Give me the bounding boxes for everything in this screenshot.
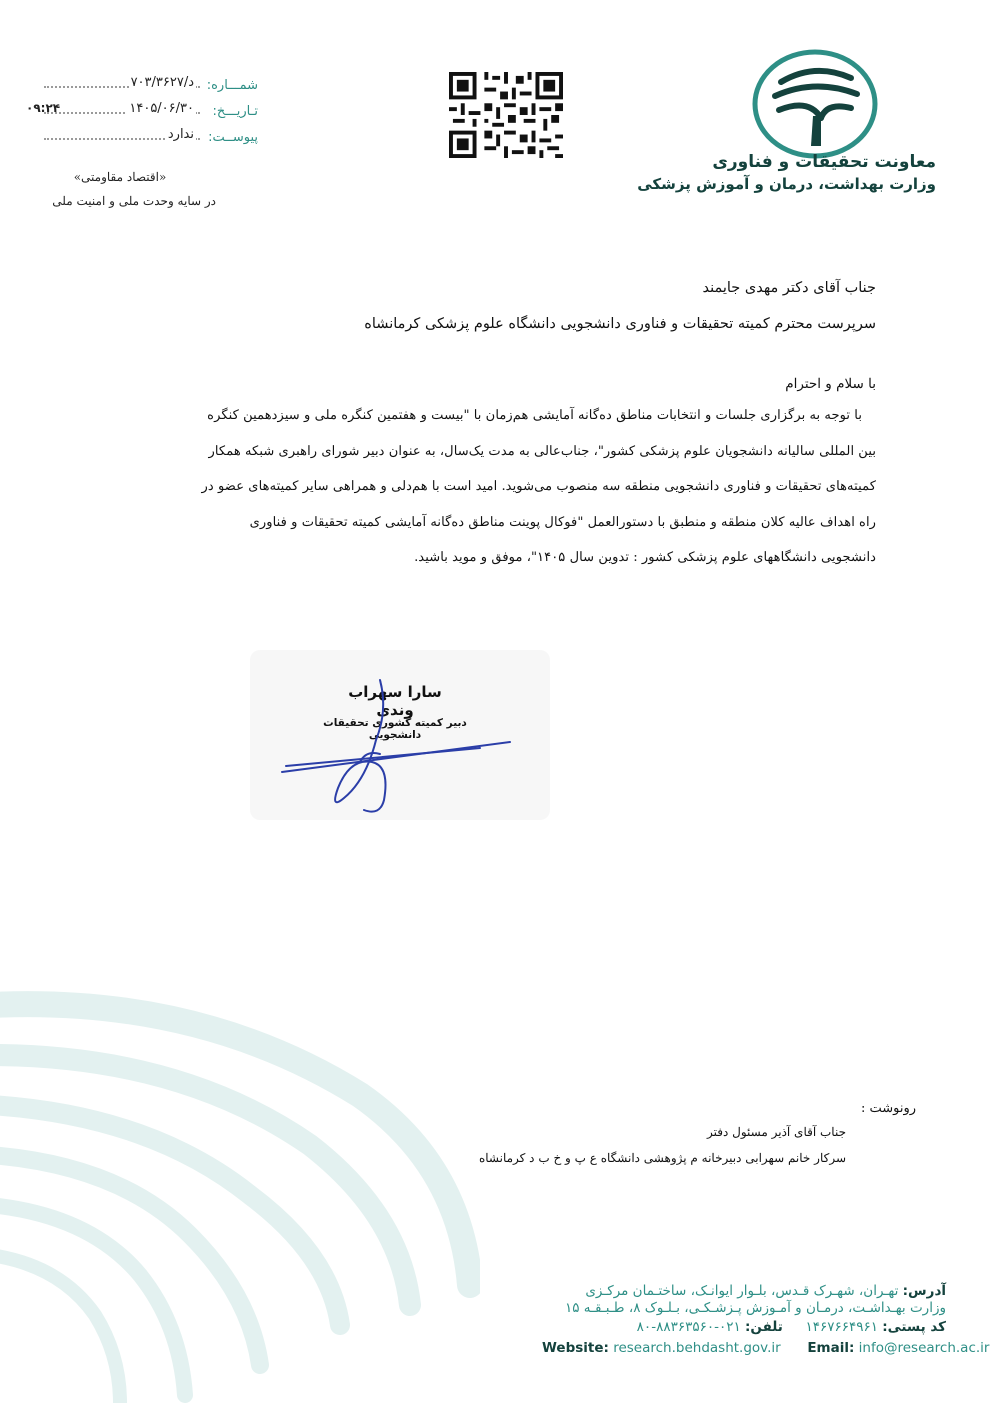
footer-website-link[interactable]: research.behdasht.gov.ir <box>613 1340 781 1356</box>
footer-web-line <box>542 1340 990 1356</box>
body-line: دانشجویی دانشگاههای علوم پزشکی کشور : تدوین سال ۱۴۰۵"، موفق و موید باشید. <box>414 550 876 566</box>
footer-email-link[interactable]: info@research.ac.ir <box>858 1340 990 1356</box>
footer-address-label: آدرس: <box>902 1283 946 1299</box>
slogan-title: «اقتصاد مقاومتی» <box>73 170 167 184</box>
attachment-value: ندارد <box>167 127 194 142</box>
footer-postal-label: کد پستی: <box>882 1319 946 1335</box>
qr-code-icon <box>449 72 563 158</box>
footer-address-value: تهـران، شهـرک قـدس، بلـوار ایوانـک، ساختـمان مرکـزی <box>585 1283 899 1299</box>
copy-to-line: جناب آقای آذیر مسئول دفتر <box>706 1125 846 1139</box>
body-line: بین المللی سالیانه دانشجویان علوم پزشکی کشور"، جناب‌عالی به مدت یک‌سال، به عنوان دبیر شورای راهبری شبکه همکار <box>208 443 876 459</box>
org-name-line1: معاونت تحقیقات و فناوری <box>712 152 936 172</box>
attachment-row <box>28 127 258 152</box>
footer-website-label: Website: <box>542 1340 609 1356</box>
body-line: با توجه به برگزاری جلسات و انتخابات مناطق ده‌گانه آمایشی هم‌زمان با "بیست و هفتمین کنگره ملی و سیزدهمین کنگره <box>207 408 862 423</box>
body-line: کمیته‌های تحقیقات و فناوری دانشجویی منطقه سه منصوب می‌شوید. امید است با هم‌دلی و همراهی سایر کمیته‌های عضو در <box>201 479 876 495</box>
letter-date-value: ۱۴۰۵/۰۶/۳۰ <box>129 101 194 116</box>
handwritten-signature <box>280 670 520 820</box>
copy-to-line: سرکار خانم سهرابی دبیرخانه م پژوهشی دانشگاه ع پ و خ ب د کرمانشاه <box>478 1151 846 1165</box>
footer-phone-label: تلفن: <box>745 1319 783 1335</box>
letter-body <box>116 398 876 576</box>
letter-date-row <box>26 101 258 126</box>
attachment-label: پیوســت: <box>208 130 258 145</box>
footer-address-line1 <box>585 1283 946 1299</box>
letter-number-row <box>28 75 258 100</box>
ministry-logo-icon <box>751 48 879 160</box>
footer-contact-line <box>637 1319 946 1335</box>
copy-to-label: رونوشت : <box>860 1101 916 1116</box>
letter-time-value: ۰۹:۲۴ <box>26 101 61 115</box>
greeting: با سلام و احترام <box>785 376 876 392</box>
footer-postal-value: ۱۴۶۷۶۶۴۹۶۱ <box>805 1319 878 1335</box>
letter-number-value: د/۷۰۳/۳۶۲۷ <box>130 75 194 90</box>
recipient-title: سرپرست محترم کمیته تحقیقات و فناوری دانشجویی دانشگاه علوم پزشکی کرمانشاه <box>364 316 876 332</box>
body-line: راه اهداف عالیه کلان منطقه و منطبق با دستورالعمل "فوکال پوینت مناطق ده‌گانه آمایشی کمیته تحقیقات و فناوری <box>249 514 876 530</box>
footer-address-line2: وزارت بهـداشـت، درمـان و آمـوزش پـزشـکـی، بـلـوک ۸، طـبـقـه ۱۵ <box>564 1300 946 1316</box>
letter-number-label: شمـــاره: <box>206 78 258 93</box>
signer-name: سارا سهراب وندی <box>348 683 442 719</box>
background-arc-pattern <box>0 985 480 1403</box>
org-name-line2: وزارت بهداشت، درمان و آموزش پزشکی <box>637 175 936 193</box>
letter-date-label: تـاریـــخ: <box>212 104 258 119</box>
recipient-name: جناب آقای دکتر مهدی جایمند <box>702 280 876 296</box>
slogan-subtitle: در سایه وحدت ملی و امنیت ملی <box>52 194 216 208</box>
signer-role: دبیر کمیته کشوری تحقیقات دانشجویی <box>323 717 467 741</box>
footer-phone-value: ۰۲۱-۸۸۳۶۳۵۶۰-۸۰ <box>636 1319 741 1335</box>
footer-email-label: Email: <box>807 1340 855 1356</box>
